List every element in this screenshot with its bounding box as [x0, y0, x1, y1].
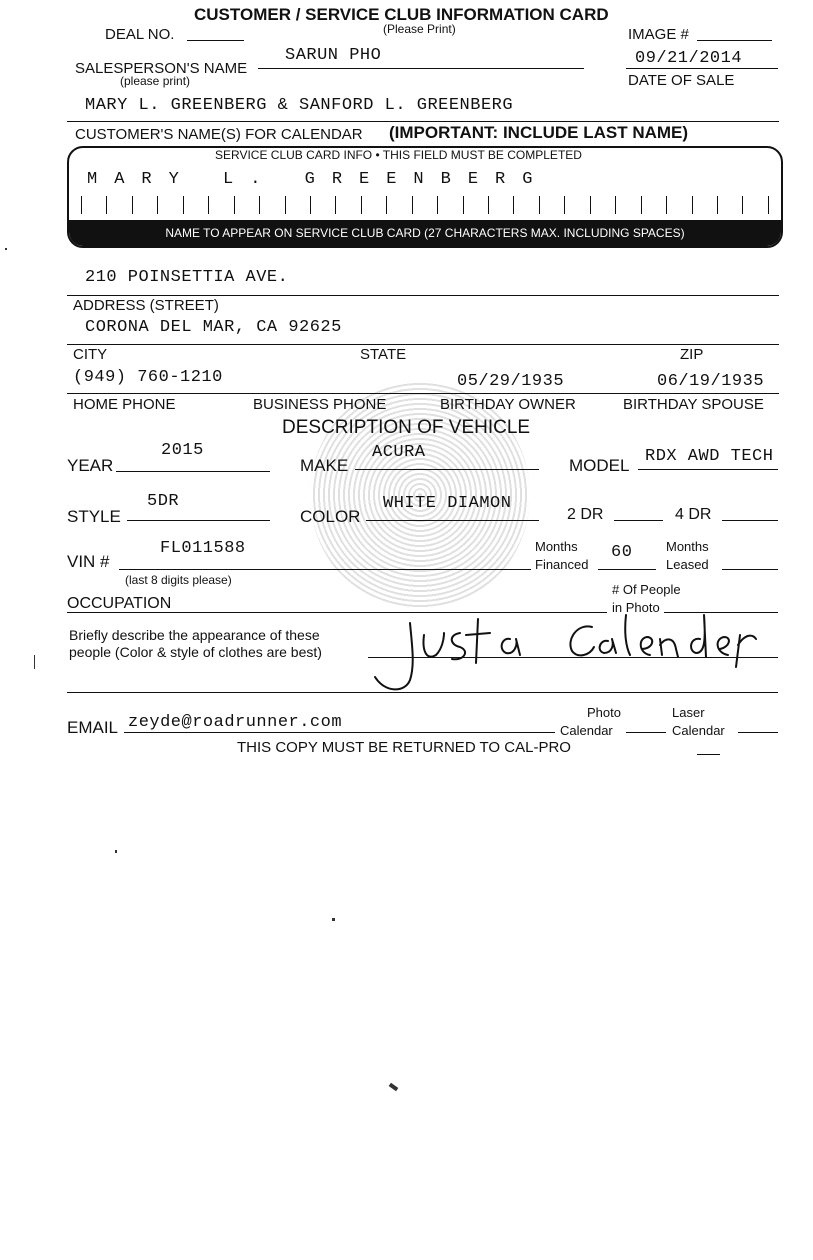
year-value[interactable]: 2015	[161, 441, 204, 460]
occupation-label: OCCUPATION	[67, 595, 172, 612]
salesperson-value[interactable]: SARUN PHO	[285, 46, 382, 65]
months-financed-value[interactable]: 60	[611, 543, 633, 562]
email-value[interactable]: zeyde@roadrunner.com	[128, 713, 343, 732]
photo-label: Photo	[587, 705, 621, 720]
please-print-note: (Please Print)	[383, 22, 456, 36]
return-note: THIS COPY MUST BE RETURNED TO CAL-PRO	[237, 739, 571, 756]
deal-no-label: DEAL NO.	[105, 26, 175, 43]
leased-label: Leased	[666, 557, 709, 572]
color-value[interactable]: WHITE DIAMON	[383, 494, 512, 513]
customer-names-value[interactable]: MARY L. GREENBERG & SANFORD L. GREENBERG	[85, 96, 514, 115]
important-note: (IMPORTANT: INCLUDE LAST NAME)	[389, 123, 689, 142]
card-bar	[69, 220, 781, 246]
handwritten-description-text	[0, 0, 1, 1]
scan-speck	[115, 850, 117, 853]
four-dr-label: 4 DR	[675, 506, 712, 523]
customer-names-label: CUSTOMER'S NAME(S) FOR CALENDAR	[75, 126, 363, 143]
scan-speck	[389, 1083, 399, 1091]
birthday-owner-label: BIRTHDAY OWNER	[440, 396, 576, 413]
card-info-label: SERVICE CLUB CARD INFO • THIS FIELD MUST BE COMPLETED	[215, 148, 582, 162]
financed-label: Financed	[535, 557, 589, 572]
make-label: MAKE	[300, 456, 349, 475]
color-label: COLOR	[300, 507, 361, 526]
months-label: Months	[535, 539, 578, 554]
birthday-spouse-value[interactable]: 06/19/1935	[657, 372, 765, 391]
vin-label: VIN #	[67, 552, 110, 571]
image-no-label: IMAGE #	[628, 26, 689, 43]
address-label: ADDRESS (STREET)	[73, 297, 219, 314]
salesperson-label: SALESPERSON'S NAME	[75, 60, 248, 77]
form-title: CUSTOMER / SERVICE CLUB INFORMATION CARD	[194, 5, 609, 24]
vin-note: (last 8 digits please)	[125, 573, 232, 587]
make-value[interactable]: ACURA	[372, 443, 426, 462]
of-people-label: # Of People	[612, 582, 681, 597]
date-of-sale-value[interactable]: 09/21/2014	[635, 49, 743, 68]
model-label: MODEL	[569, 456, 630, 475]
birthday-spouse-label: BIRTHDAY SPOUSE	[623, 396, 764, 413]
card-name-value[interactable]: MARY L. GREENBERG	[87, 170, 550, 189]
state-label: STATE	[360, 346, 407, 363]
home-phone-value[interactable]: (949) 760-1210	[73, 368, 223, 387]
handwritten-description[interactable]	[360, 605, 770, 700]
zip-label: ZIP	[680, 346, 704, 363]
months-leased-label: Months	[666, 539, 709, 554]
city-state-zip-value[interactable]: CORONA DEL MAR, CA 92625	[85, 318, 342, 337]
scan-speck	[5, 248, 7, 250]
date-of-sale-label: DATE OF SALE	[628, 72, 735, 89]
street-value[interactable]: 210 POINSETTIA AVE.	[85, 268, 289, 287]
scan-speck	[332, 918, 335, 921]
card-bar-text: NAME TO APPEAR ON SERVICE CLUB CARD (27 CHARACTERS MAX. INCLUDING SPACES)	[165, 226, 685, 240]
birthday-owner-value[interactable]: 05/29/1935	[457, 372, 565, 391]
year-label: YEAR	[67, 456, 114, 475]
photo-calendar-label: Calendar	[560, 723, 613, 738]
home-phone-label: HOME PHONE	[73, 396, 176, 413]
model-value[interactable]: RDX AWD TECH	[645, 447, 774, 466]
two-dr-label: 2 DR	[567, 506, 604, 523]
character-boxes	[81, 196, 769, 214]
business-phone-label: BUSINESS PHONE	[253, 396, 387, 413]
service-club-card	[67, 146, 783, 248]
style-label: STYLE	[67, 507, 121, 526]
laser-label: Laser	[672, 705, 705, 720]
in-photo-label: in Photo	[612, 600, 660, 615]
city-label: CITY	[73, 346, 108, 363]
describe-label-1: Briefly describe the appearance of these	[69, 627, 320, 643]
scan-speck	[34, 655, 35, 669]
vin-value[interactable]: FL011588	[160, 539, 246, 558]
style-value[interactable]: 5DR	[147, 492, 180, 511]
please-print-small: (please print)	[120, 74, 191, 88]
vehicle-heading: DESCRIPTION OF VEHICLE	[282, 417, 531, 438]
laser-calendar-label: Calendar	[672, 723, 725, 738]
email-label: EMAIL	[67, 718, 119, 737]
describe-label-2: people (Color & style of clothes are best)	[69, 644, 322, 660]
